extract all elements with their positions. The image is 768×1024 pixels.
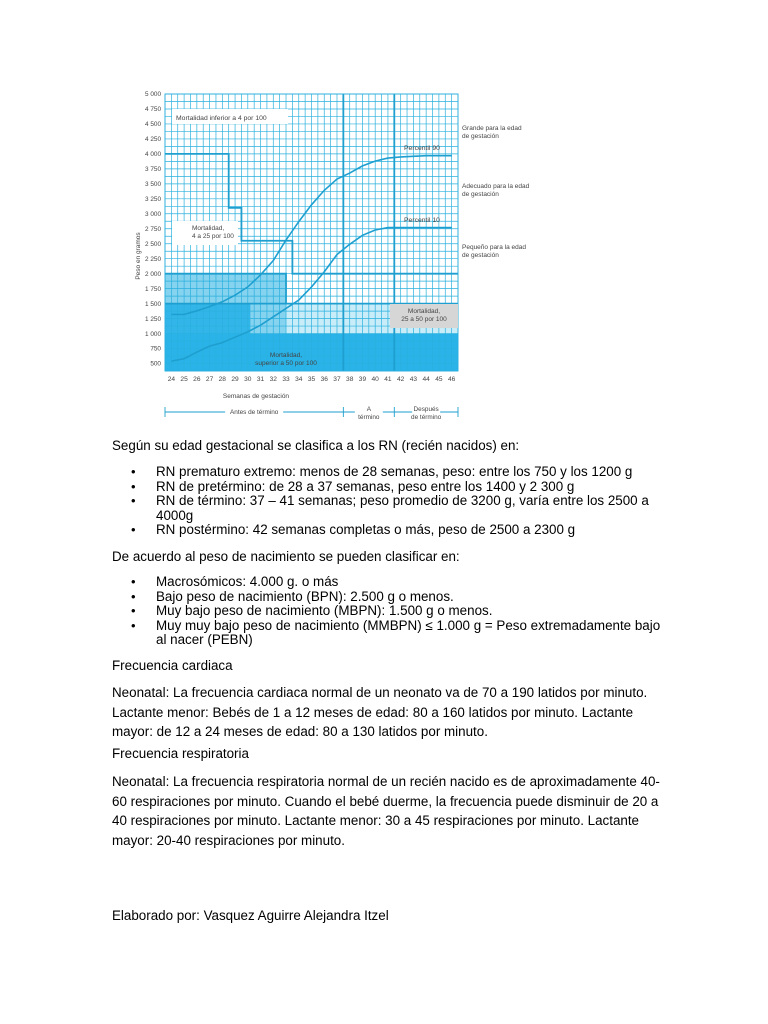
label-line: Mortalidad,	[192, 225, 225, 232]
term-label	[230, 409, 279, 416]
x-tick-label: 42	[397, 376, 405, 383]
resp-rate-text: Neonatal: La frecuencia respiratoria normal de un recién nacido es de aproximadamente 40-60 respiraciones por minuto. Cuando el bebé duerme, la frecuencia puede disminuir de 20 a 40 respiraciones por minuto. Lactante menor: 30 a 45 respiraciones por minuto. Lactante mayor: 20-40 respiraciones por minuto.	[112, 774, 660, 848]
list-item: • RN postérmino: 42 semanas completas o más, peso de 2500 a 2300 g	[112, 523, 672, 538]
band-label-adequate	[462, 183, 530, 198]
x-tick-label: 45	[435, 376, 443, 383]
x-tick-label: 44	[422, 376, 430, 383]
y-tick-label: 2 500	[145, 240, 161, 248]
list-item: • Muy muy bajo peso de nacimiento (MMBPN) ≤ 1.000 g = Peso extremadamente bajo al nacer (PEBN)	[112, 619, 672, 648]
x-axis-label: Semanas de gestación	[222, 393, 290, 400]
x-tick-label: 27	[205, 376, 214, 383]
heart-rate-text: Neonatal: La frecuencia cardiaca normal de un neonato va de 70 a 190 latidos por minuto. Lactante menor: Bebés de 1 a 12 meses de edad: 80 a 160 latidos por minuto. Lactante mayor: de 12 a 24 meses de edad: 80 a 130 latidos por minuto.	[112, 685, 648, 740]
y-tick-label: 2 750	[145, 225, 161, 233]
heart-rate-heading: Frecuencia cardiaca	[112, 658, 233, 673]
label-line: Grande para la edad	[462, 125, 522, 132]
label-line: superior a 50 por 100	[255, 360, 317, 367]
term-label	[411, 406, 442, 421]
list-item: • Muy bajo peso de nacimiento (MBPN): 1.500 g o menos.	[112, 604, 672, 619]
y-tick-label: 4 750	[145, 106, 161, 114]
label-line: de gestación	[462, 133, 499, 140]
label-line: Adecuado para la edad	[462, 183, 530, 190]
x-tick-label: 31	[256, 376, 265, 383]
y-tick-label: 3 500	[145, 181, 161, 189]
x-tick-label: 39	[358, 376, 367, 383]
x-tick-label: 24	[167, 376, 176, 383]
x-tick-label: 46	[447, 376, 456, 383]
x-tick-label: 29	[231, 376, 239, 383]
label-line: 4 a 25 por 100	[192, 233, 234, 240]
author-line: Elaborado por: Vasquez Aguirre Alejandra Itzel	[112, 908, 389, 923]
label-line: término	[358, 414, 380, 421]
x-tick-label: 30	[244, 376, 252, 383]
y-tick-label: 3 000	[145, 210, 161, 218]
percentile-10-label: Percentil 10	[404, 217, 440, 224]
y-tick-label: 1 250	[145, 315, 161, 323]
x-tick-label: 34	[295, 376, 303, 383]
label-line: Antes de término	[230, 409, 279, 416]
x-tick-label: 37	[333, 376, 341, 383]
gest-list	[112, 465, 672, 538]
y-tick-label: 3 750	[145, 166, 161, 174]
x-tick-label: 25	[180, 376, 188, 383]
band-label-small	[462, 244, 526, 259]
list-item: • Bajo peso de nacimiento (BPN): 2.500 g o menos.	[112, 590, 672, 605]
label-line: 25 a 50 por 100	[401, 316, 447, 323]
mortality-label-25-50	[390, 304, 458, 328]
x-tick-label: 41	[384, 376, 392, 383]
birth-weight-chart	[134, 86, 530, 426]
x-tick-label: 32	[269, 376, 277, 383]
svg-text:Mortalidad inferior a 4 por 10: Mortalidad inferior a 4 por 100	[176, 115, 267, 122]
weight-heading: De acuerdo al peso de nacimiento se pueden clasificar en:	[112, 549, 460, 564]
label-line: Mortalidad,	[407, 308, 441, 315]
label-line: de gestación	[462, 252, 499, 259]
y-tick-label: 2 000	[145, 270, 161, 278]
x-tick-label: 26	[193, 376, 201, 383]
x-tick-label: 38	[346, 376, 354, 383]
x-tick-label: 40	[371, 376, 379, 383]
mortality-label-4-25	[172, 221, 238, 245]
y-tick-label: 1 750	[145, 285, 161, 293]
list-item: • Macrosómicos: 4.000 g. o más	[112, 575, 672, 590]
y-tick-label: 2 250	[145, 255, 161, 263]
y-tick-label: 1 000	[145, 330, 161, 338]
y-axis-label: Peso en gramos	[135, 232, 142, 280]
band-label-large	[462, 125, 522, 140]
y-tick-label: 3 250	[145, 196, 161, 204]
label-line: de término	[411, 414, 442, 421]
y-tick-label: 1 500	[145, 300, 161, 308]
x-tick-label: 43	[409, 376, 418, 383]
y-tick-label: 5 000	[145, 91, 161, 99]
resp-rate-heading: Frecuencia respiratoria	[112, 746, 249, 761]
percentile-90-label: Percentil 90	[404, 145, 440, 152]
list-item: • RN de pretérmino: de 28 a 37 semanas, peso entre los 1400 y 2 300 g	[112, 480, 672, 495]
term-segments	[165, 406, 458, 422]
x-tick-label: 33	[282, 376, 290, 383]
list-item: • RN prematuro extremo: menos de 28 semanas, peso: entre los 750 y los 1200 g	[112, 465, 672, 480]
label-line: Pequeño para la edad	[462, 244, 526, 251]
x-tick-label: 35	[307, 376, 316, 383]
y-tick-label: 500	[150, 360, 161, 368]
y-tick-label: 4 250	[145, 136, 161, 144]
label-line: Mortalidad,	[269, 352, 303, 359]
y-tick-label: 4 000	[145, 151, 161, 159]
y-tick-label: 4 500	[145, 121, 161, 129]
y-tick-label: 750	[150, 345, 161, 353]
gest-heading: Según su edad gestacional se clasifica a los RN (recién nacidos) en:	[112, 438, 520, 453]
label-line: de gestación	[462, 191, 499, 198]
mortality-label-low	[172, 109, 288, 124]
list-item: • RN de término: 37 – 41 semanas; peso promedio de 3200 g, varía entre los 2500 a 4000g	[112, 494, 672, 523]
weight-list	[112, 575, 672, 648]
x-tick-label: 36	[320, 376, 328, 383]
label-line: Después	[413, 406, 439, 413]
x-tick-label: 28	[218, 376, 226, 383]
label-line: A	[366, 406, 371, 413]
